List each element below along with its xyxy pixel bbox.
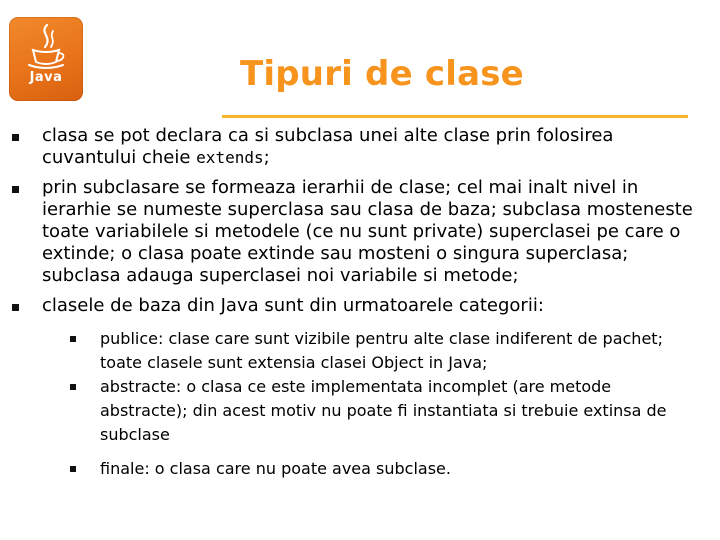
bullet-text: ;	[263, 147, 270, 168]
sub-bullet-marker	[70, 384, 76, 390]
sub-bullet-text: abstracte: o clasa ce este implementata incomplet (are metode abstracte); din acest motiv nu poate fi instantiata si trebuie extinsa de subclase	[100, 377, 667, 444]
sub-bullet-item	[70, 327, 702, 375]
bullet-item	[12, 295, 702, 481]
sub-bullet-item	[70, 375, 702, 447]
bullet-item	[12, 125, 702, 169]
sub-bullet-text: finale: o clasa care nu poate avea subclase.	[100, 459, 451, 478]
bullet-list	[12, 125, 702, 481]
bullet-marker	[12, 304, 19, 311]
bullet-marker	[12, 134, 19, 141]
sub-bullet-text: publice: clase care sunt vizibile pentru alte clase indiferent de pachet; toate clasele sunt extensia clasei Object in Java;	[100, 329, 663, 372]
bullet-marker	[12, 186, 19, 193]
logo-wordmark: Java	[29, 70, 63, 85]
sub-bullet-item	[70, 457, 702, 481]
title-underline	[222, 115, 688, 118]
java-coffee-cup-icon	[9, 17, 83, 101]
code-keyword: extends	[196, 148, 264, 167]
sub-bullet-marker	[70, 466, 76, 472]
bullet-text: prin subclasare se formeaza ierarhii de clase; cel mai inalt nivel in ierarhie se numeste superclasa sau clasa de baza; subclasa mosteneste toate variabilele si metodele (ce nu sunt private) superclasei pe care o extinde; o clasa poate extinde sau mosteni o singura superclasa; subclasa adauga superclasei noi variabile si metode;	[42, 177, 693, 286]
slide-title: Tipuri de clase	[240, 54, 524, 94]
bullet-text: clasele de baza din Java sunt din urmatoarele categorii:	[42, 295, 544, 316]
java-logo	[9, 17, 83, 101]
bullet-item	[12, 177, 702, 287]
sub-bullet-marker	[70, 336, 76, 342]
bullet-text: clasa se pot declara ca si subclasa unei alte clase prin folosirea cuvantului cheie	[42, 125, 614, 168]
sub-bullet-list	[70, 327, 702, 481]
